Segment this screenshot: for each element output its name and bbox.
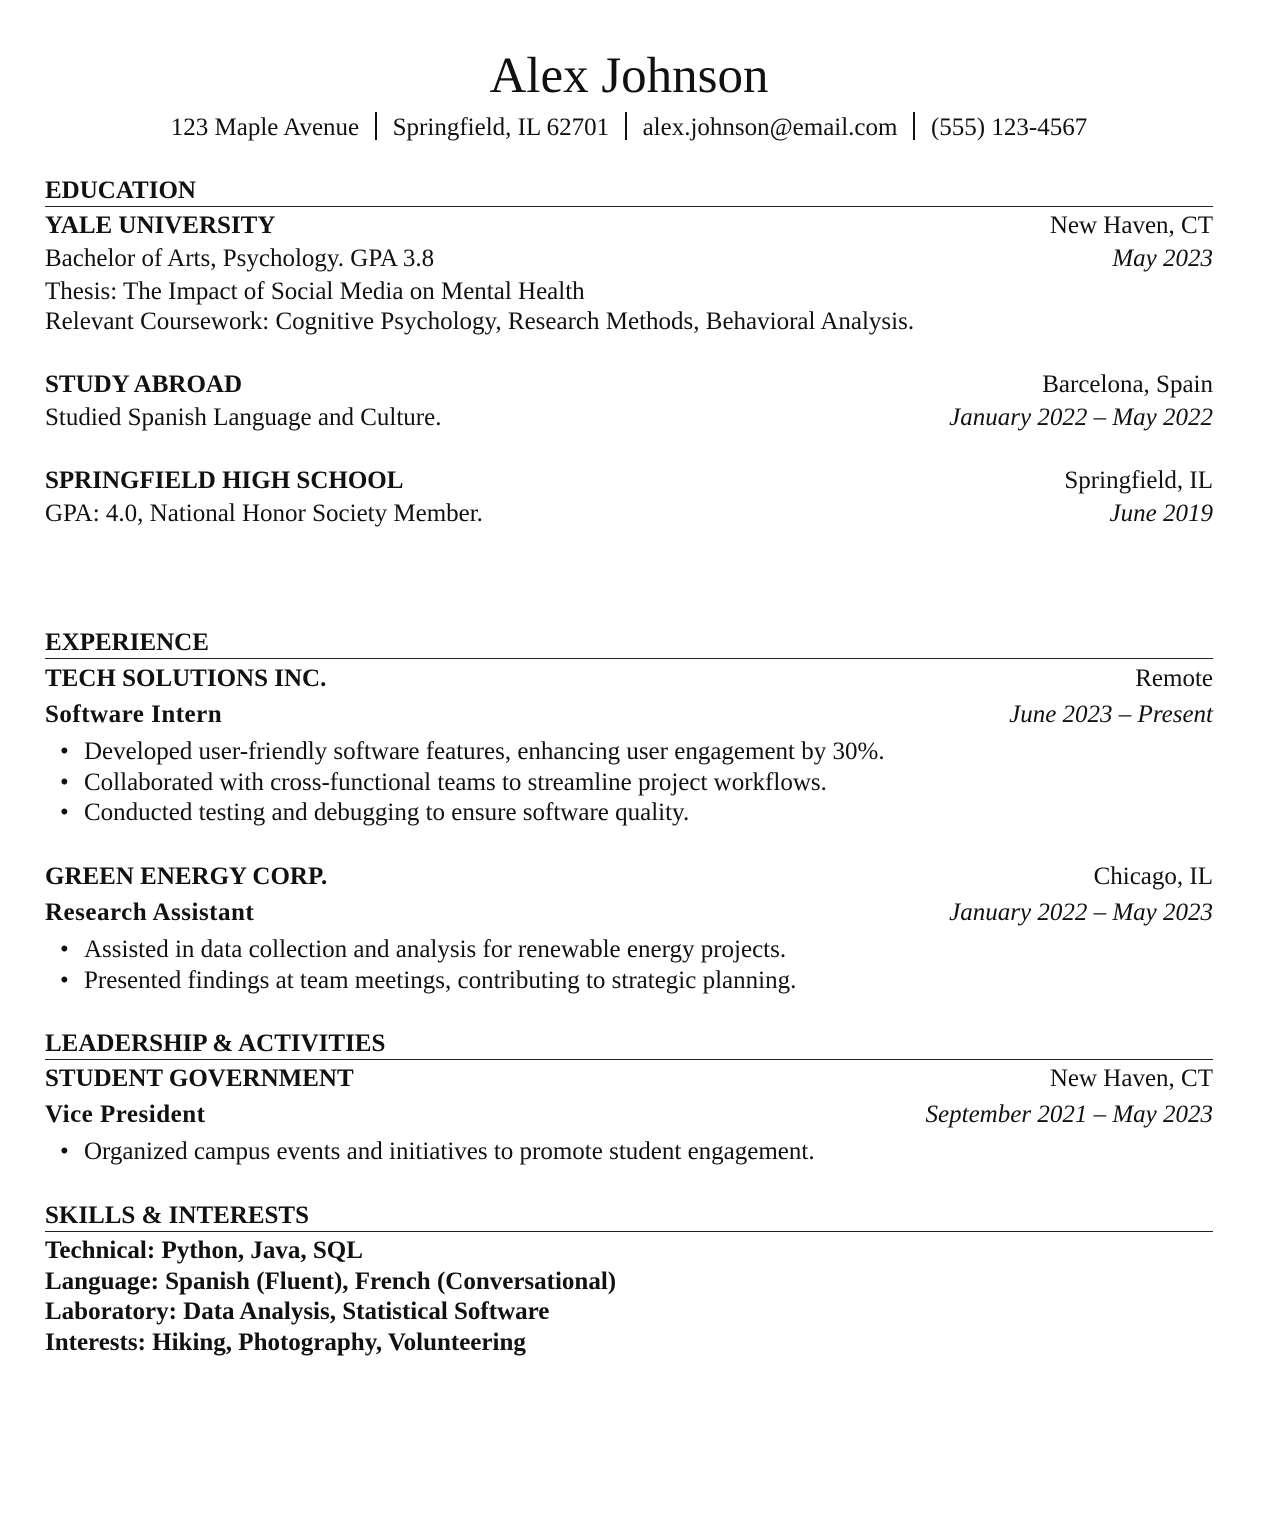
education-date: May 2023: [1112, 245, 1213, 272]
education-section-header: EDUCATION: [45, 176, 1213, 207]
bullet-text: Collaborated with cross-functional teams to streamline project workflows.: [84, 768, 827, 796]
experience-role-row: [45, 699, 1213, 731]
candidate-name: Alex Johnson: [489, 48, 769, 104]
list-item: [45, 798, 885, 829]
experience-role: Software Intern: [45, 701, 223, 728]
bullet-icon: •: [60, 768, 69, 796]
experience-org: TECH SOLUTIONS INC.: [45, 665, 327, 692]
skills-language: Language: Spanish (Fluent), French (Conversational): [45, 1267, 617, 1295]
bullet-text: Assisted in data collection and analysis for renewable energy projects.: [84, 936, 787, 963]
education-entry-header: [45, 210, 1213, 242]
experience-location: Remote: [1135, 665, 1213, 692]
leadership-section-header: LEADERSHIP & ACTIVITIES: [45, 1029, 1213, 1060]
leadership-date: September 2021 – May 2023: [925, 1101, 1213, 1128]
contact-line: [45, 112, 1213, 144]
education-entry-detail: [45, 498, 1213, 530]
education-description: GPA: 4.0, National Honor Society Member.: [45, 500, 483, 527]
leadership-org: STUDENT GOVERNMENT: [45, 1065, 354, 1092]
list-item: [45, 1137, 815, 1168]
education-description: Studied Spanish Language and Culture.: [45, 404, 442, 431]
education-degree: Bachelor of Arts, Psychology. GPA 3.8: [45, 245, 435, 272]
education-org: SPRINGFIELD HIGH SCHOOL: [45, 467, 404, 494]
bullet-text: Conducted testing and debugging to ensure software quality.: [84, 799, 690, 826]
skills-section-header: SKILLS & INTERESTS: [45, 1201, 1213, 1232]
list-item: [45, 768, 885, 799]
experience-entry-header: [45, 663, 1213, 695]
bullet-icon: •: [60, 1138, 69, 1165]
list-item: [45, 737, 885, 768]
leadership-role-row: [45, 1099, 1213, 1131]
contact-email[interactable]: alex.johnson@email.com: [642, 114, 898, 141]
contact-divider: [375, 112, 377, 140]
education-org: STUDY ABROAD: [45, 371, 243, 398]
bullet-icon: •: [60, 966, 69, 994]
experience-bullet-list: [45, 737, 885, 829]
education-entry-detail: [45, 402, 1213, 434]
education-entry-header: [45, 369, 1213, 401]
bullet-icon: •: [60, 799, 69, 826]
bullet-text: Organized campus events and initiatives to promote student engagement.: [84, 1138, 815, 1165]
experience-bullet-list: [45, 935, 796, 996]
experience-date: January 2022 – May 2023: [949, 899, 1213, 926]
education-date: June 2019: [1109, 500, 1213, 527]
list-item: [45, 935, 796, 966]
contact-divider: [913, 112, 915, 140]
experience-role-row: [45, 897, 1213, 929]
contact-divider: [625, 112, 627, 140]
education-coursework: Relevant Coursework: Cognitive Psychology, Research Methods, Behavioral Analysis.: [45, 308, 915, 335]
bullet-icon: •: [60, 738, 69, 765]
skills-laboratory: Laboratory: Data Analysis, Statistical Software: [45, 1298, 550, 1325]
education-location: New Haven, CT: [1049, 212, 1213, 239]
leadership-role: Vice President: [45, 1101, 206, 1128]
leadership-entry-header: [45, 1063, 1213, 1095]
education-location: Springfield, IL: [1064, 467, 1213, 494]
education-thesis: Thesis: The Impact of Social Media on Mental Health: [45, 278, 585, 305]
bullet-icon: •: [60, 936, 69, 963]
education-entry-detail: [45, 243, 1213, 275]
skills-technical: Technical: Python, Java, SQL: [45, 1237, 363, 1264]
education-date: January 2022 – May 2022: [949, 404, 1213, 431]
experience-location: Chicago, IL: [1093, 863, 1213, 890]
contact-phone[interactable]: (555) 123-4567: [930, 114, 1088, 141]
education-location: Barcelona, Spain: [1042, 371, 1213, 398]
list-item: [45, 966, 796, 997]
skills-list: [45, 1236, 616, 1358]
experience-entry-header: [45, 861, 1213, 893]
leadership-location: New Haven, CT: [1049, 1065, 1213, 1092]
contact-city: Springfield, IL 62701: [392, 114, 610, 141]
leadership-bullet-list: [45, 1137, 815, 1168]
contact-address: 123 Maple Avenue: [170, 114, 360, 141]
bullet-text: Presented findings at team meetings, contributing to strategic planning.: [84, 966, 797, 994]
experience-role: Research Assistant: [45, 899, 255, 926]
experience-org: GREEN ENERGY CORP.: [45, 863, 328, 890]
education-org: YALE UNIVERSITY: [45, 212, 276, 239]
education-entry-header: [45, 465, 1213, 497]
experience-date: June 2023 – Present: [1009, 701, 1213, 728]
bullet-text: Developed user-friendly software features, enhancing user engagement by 30%.: [84, 738, 885, 765]
experience-section-header: EXPERIENCE: [45, 628, 1213, 659]
skills-interests: Interests: Hiking, Photography, Volunteering: [45, 1328, 526, 1356]
